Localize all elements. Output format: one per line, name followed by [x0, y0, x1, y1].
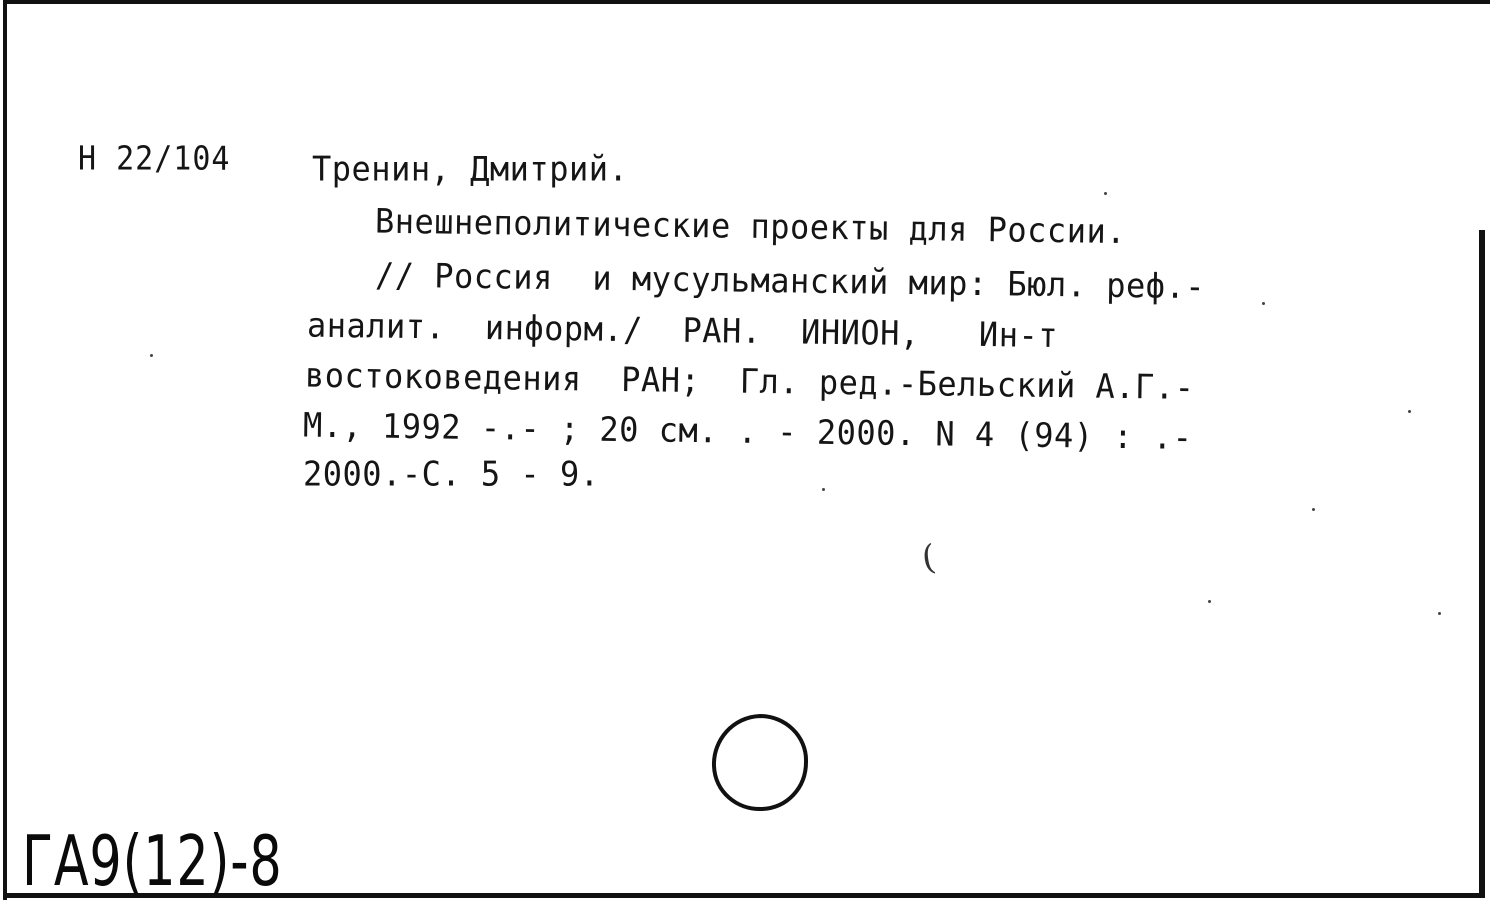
speck [1262, 302, 1265, 305]
card-border-left [3, 0, 7, 900]
speck [1312, 508, 1315, 511]
source-line-3: востоковедения РАН; Гл. ред.-Бельский А.Г.- [304, 355, 1195, 408]
source-line-4: М., 1992 -.- ; 20 см. . - 2000. N 4 (94) : .- [302, 405, 1193, 458]
call-number: Н 22/104 [78, 140, 231, 179]
card-border-right [1479, 230, 1485, 898]
source-line-1: // Россия и мусульманский мир: Бюл. реф.- [374, 255, 1206, 307]
speck [1104, 192, 1107, 195]
card-border-top [3, 0, 1490, 4]
speck [1208, 600, 1211, 603]
author-line: Тренин, Дмитрий. [312, 149, 629, 189]
shelfmark-handwritten: ГА9(12)-8 [22, 820, 283, 902]
stray-mark: ( [919, 537, 938, 579]
speck [1438, 612, 1441, 615]
speck [822, 488, 825, 491]
punch-hole-icon [707, 710, 813, 816]
source-line-2: аналит. информ./ РАН. ИНИОН, Ин-т [306, 305, 1059, 356]
title-line: Внешнеполитические проекты для России. [374, 201, 1127, 252]
pages-line: 2000.-С. 5 - 9. [303, 454, 600, 494]
speck [150, 354, 153, 357]
speck [1408, 410, 1411, 413]
